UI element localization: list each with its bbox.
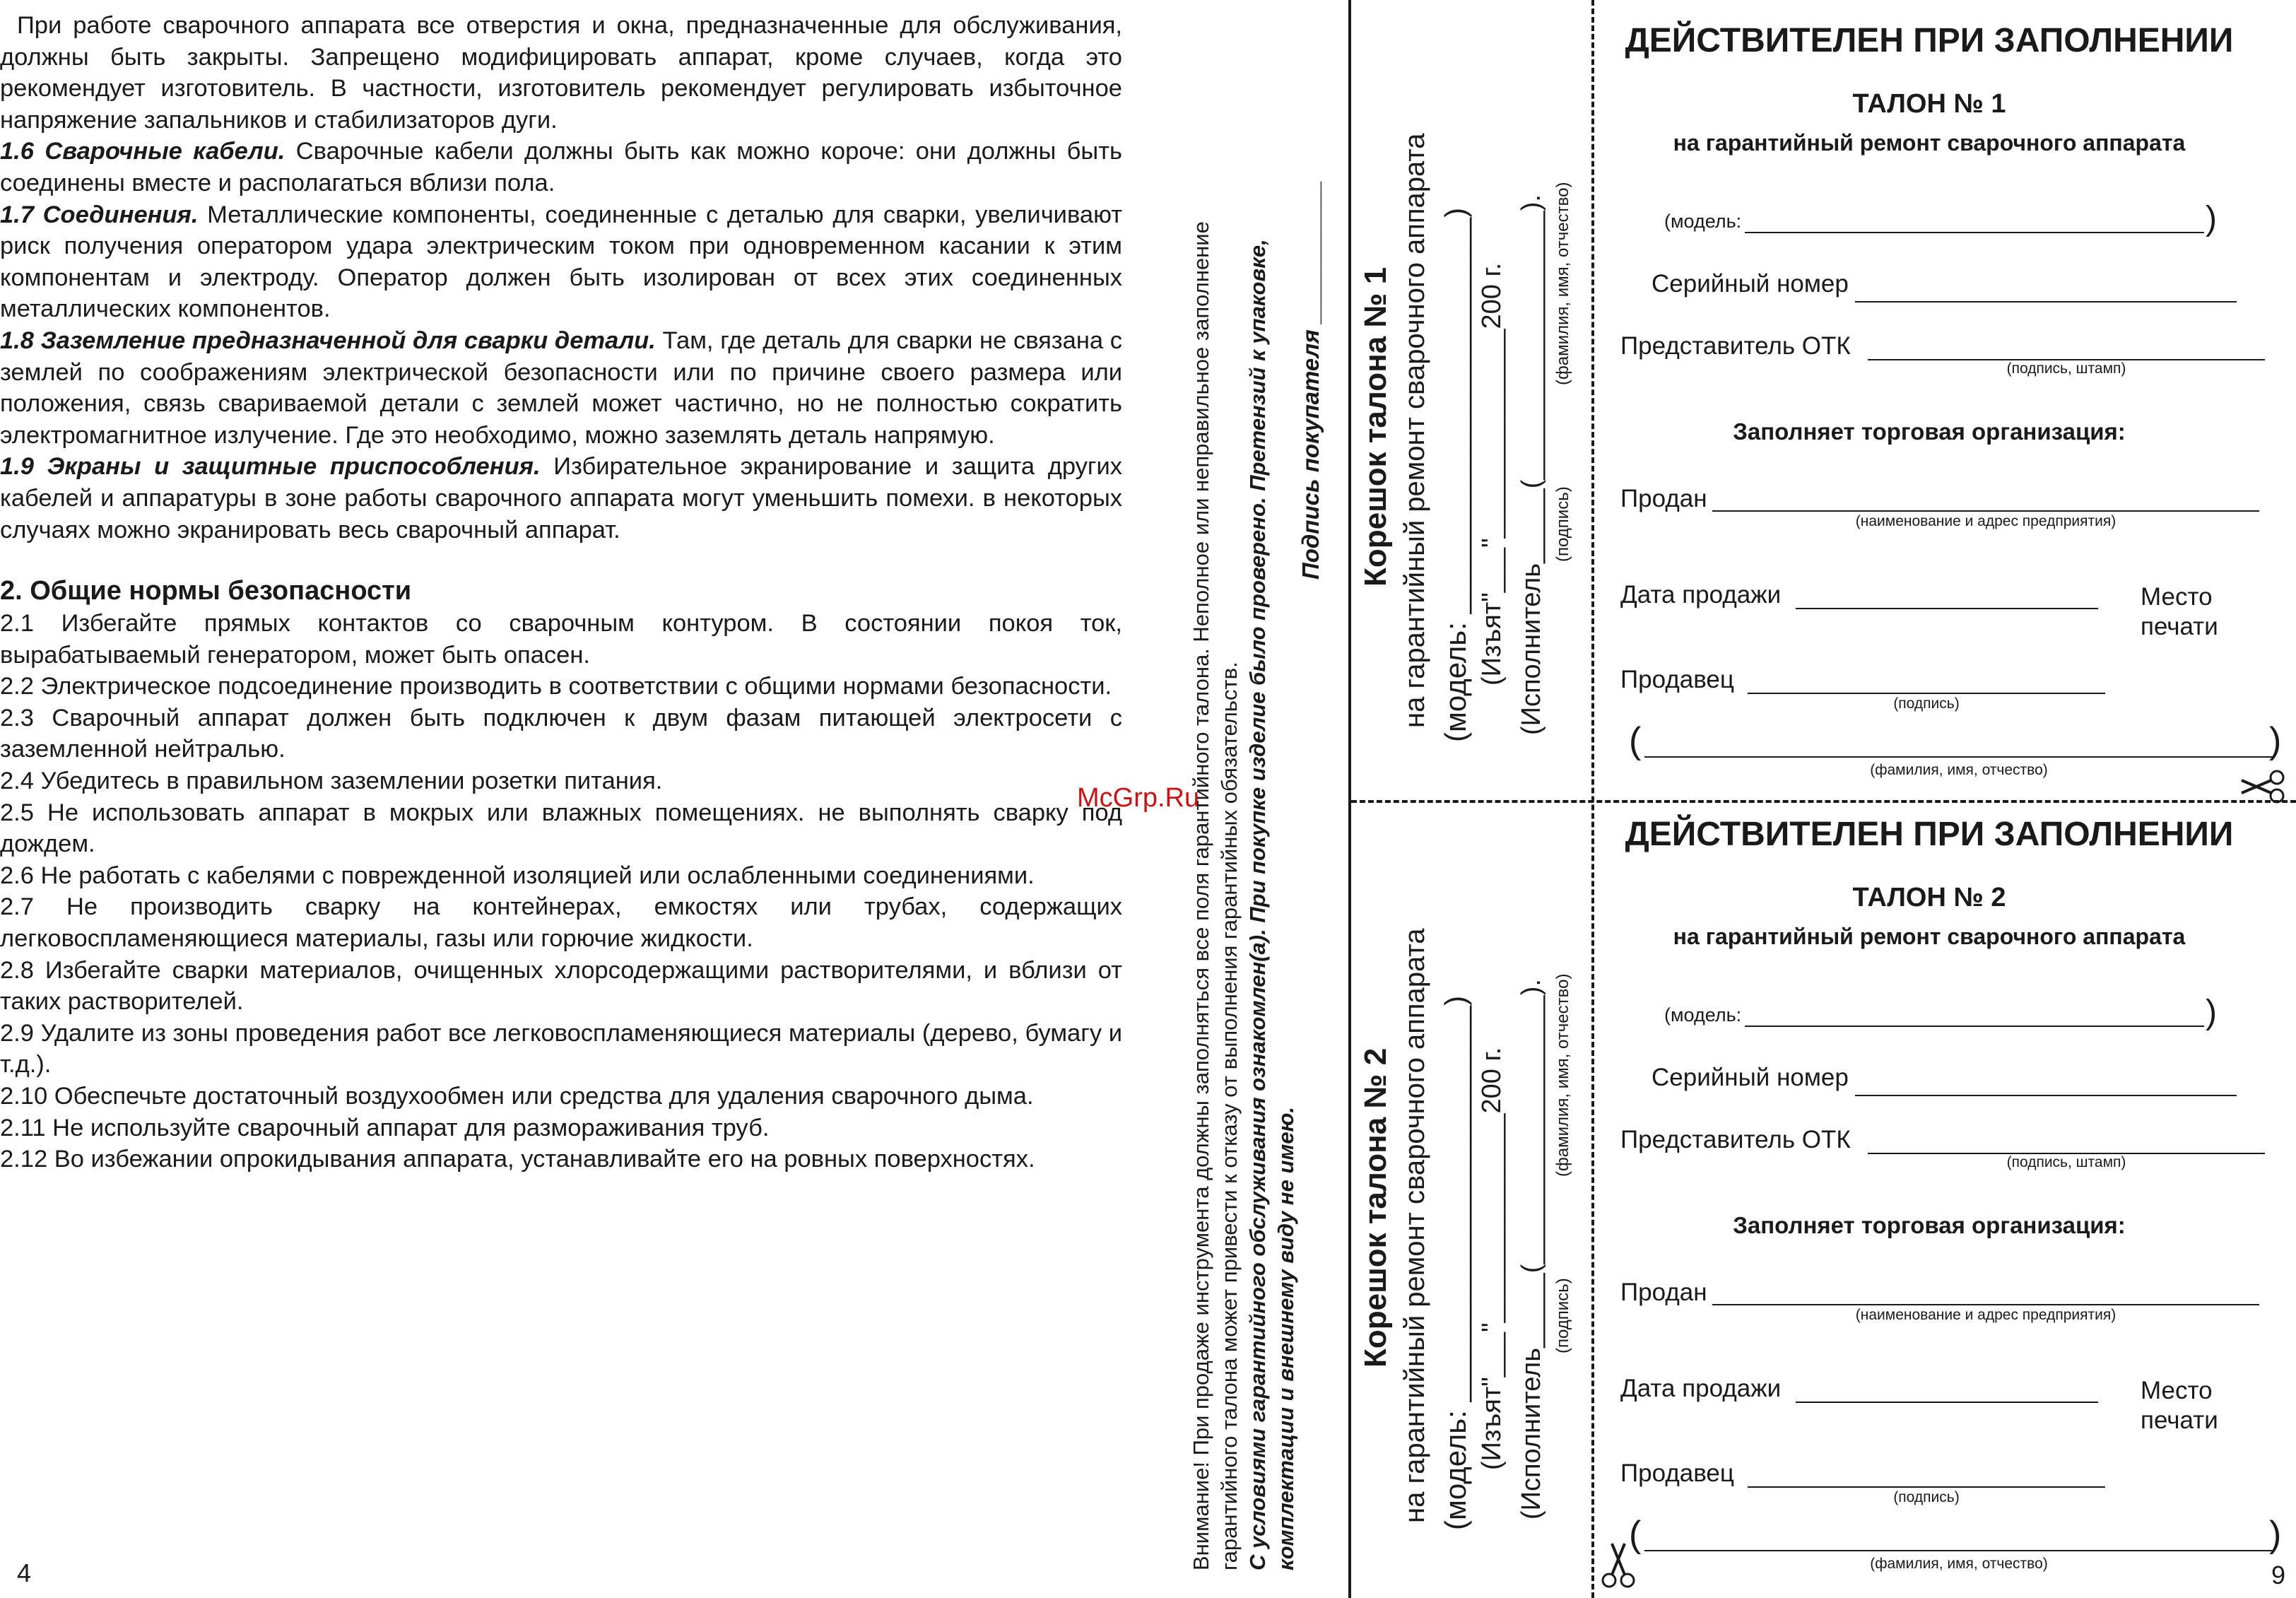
sold-field-line[interactable] — [1712, 1277, 2259, 1305]
stub-2-subtitle: на гарантийный ремонт сварочного аппарата — [1399, 928, 1430, 1523]
otk-hint: (подпись, штамп) — [2006, 360, 2126, 377]
section-1-8 — [0, 325, 1122, 451]
stub-1-sign-hint: (подпись) — [1553, 486, 1572, 562]
sale-date-label: Дата продажи — [1620, 581, 1782, 609]
safety-item: 2.12 Во избежании опрокидывания аппарата, устанавливайте его на ровных поверхностях. — [0, 1146, 1035, 1173]
coupon-1 — [1572, 0, 2286, 777]
section-1-7-text: Металлические компоненты, соединенные с деталью для сварки, увеличивают риск получения оператором удара электрическим током при одновременном касании к этим компонентам и электроду. Оператор должен быть изолирован от всех этих соединенных металлических компонентов. — [0, 201, 1122, 323]
model-paren-close: ) — [2206, 994, 2217, 1031]
otk-label: Представитель ОТК — [1620, 1126, 1851, 1153]
sale-date-field-line[interactable] — [1796, 1375, 2098, 1403]
buyer-signature-label: Подпись покупателя ___________ — [1297, 180, 1324, 580]
coupon-subtitle: на гарантийный ремонт сварочного аппарата — [1673, 924, 2186, 949]
notice-line-4: комплектации и внешнему виду не имею. — [1273, 1107, 1298, 1570]
seller-hint: (подпись) — [1893, 1489, 1960, 1505]
stamp-place-label: Место печати — [2141, 1377, 2218, 1434]
model-label: (модель: — [1664, 1004, 1742, 1026]
stub-1-seized: (Изъят"___"______________200 г. — [1477, 262, 1507, 686]
notice-line-2: гарантийного талона может привести к отказу от выполнения гарантийных обязательств. — [1217, 662, 1242, 1570]
stub-1-executor: (Исполнитель_____(__________________). — [1517, 194, 1546, 735]
otk-field-line[interactable] — [1868, 1126, 2265, 1154]
sold-hint: (наименование и адрес предприятия) — [1855, 1307, 2117, 1323]
coupon-valid-heading: ДЕЙСТВИТЕЛЕН ПРИ ЗАПОЛНЕНИИ — [1625, 22, 2234, 59]
section-1-6-text: Сварочные кабели должны быть как можно короче: они должны быть соединены вместе и располагаться вблизи пола. — [0, 138, 1122, 196]
model-label: (модель: — [1664, 211, 1742, 232]
otk-hint: (подпись, штамп) — [2006, 1154, 2126, 1170]
stub-2-model: (модель: ________________________) — [1439, 995, 1472, 1530]
section-1-6 — [0, 136, 1122, 199]
safety-item: 2.1 Избегайте прямых контактов со сварочным контуром. В состоянии покоя ток, вырабатываемый генератором, может быть опасен. — [0, 610, 1122, 669]
stub-1-title: Корешок талона № 1 — [1358, 266, 1393, 587]
fio-paren-close: ) — [2269, 720, 2282, 761]
section-1-9-title: 1.9 Экраны и защитные приспособления. — [0, 453, 541, 481]
section-1-6-title: 1.6 Сварочные кабели. — [0, 138, 285, 165]
trade-org-title: Заполняет торговая организация: — [1733, 418, 2126, 445]
safety-item: 2.10 Обеспечьте достаточный воздухообмен или средства для удаления сварочного дыма. — [0, 1083, 1034, 1110]
safety-item: 2.11 Не используйте сварочный аппарат для размораживания труб. — [0, 1114, 770, 1141]
sold-field-line[interactable] — [1712, 483, 2259, 512]
stub-2-title: Корешок талона № 2 — [1358, 1047, 1393, 1368]
seller-field-line[interactable] — [1748, 664, 2105, 694]
fio-hint: (фамилия, имя, отчество) — [1870, 762, 2048, 778]
section-2-heading: 2. Общие нормы безопасности — [0, 576, 412, 606]
sale-date-field-line[interactable] — [1796, 581, 2098, 609]
fio-paren-close: ) — [2269, 1514, 2282, 1555]
model-field-line[interactable] — [1745, 205, 2204, 233]
sold-hint: (наименование и адрес предприятия) — [1855, 513, 2117, 529]
stub-1-subtitle: на гарантийный ремонт сварочного аппарата — [1399, 133, 1430, 728]
watermark: McGrp.Ru — [1077, 783, 1200, 813]
safety-item: 2.3 Сварочный аппарат должен быть подключен к двум фазам питающей электросети с заземленной нейтралью. — [0, 704, 1122, 763]
stub-1-model: (модель: ________________________) — [1439, 207, 1472, 742]
serial-label: Серийный номер — [1652, 1064, 1849, 1091]
serial-field-line[interactable] — [1855, 276, 2237, 302]
model-paren-close: ) — [2206, 200, 2217, 237]
coupon-subtitle: на гарантийный ремонт сварочного аппарата — [1673, 130, 2186, 155]
fio-paren-open: ( — [1629, 720, 1642, 761]
section-1-9-text: Избирательное экранирование и защита других кабелей и аппаратуры в зоне работы сварочного аппарата могут уменьшить помехи. в некоторых случаях можно экранировать весь сварочный аппарат. — [0, 453, 1122, 544]
serial-field-line[interactable] — [1855, 1069, 2237, 1096]
stub-2-executor: (Исполнитель_____(__________________). — [1517, 979, 1546, 1520]
section-1-9 — [0, 451, 1122, 546]
sold-label: Продан — [1620, 1279, 1707, 1306]
fio-paren-open: ( — [1629, 1514, 1642, 1555]
safety-item: 2.6 Не работать с кабелями с поврежденной изоляцией или ослабленными соединениями. — [0, 862, 1035, 889]
stub-2-seized: (Изъят"___"______________200 г. — [1477, 1047, 1507, 1470]
page-divider — [1348, 0, 1351, 1598]
seller-label: Продавец — [1620, 666, 1734, 693]
seller-label: Продавец — [1620, 1459, 1734, 1487]
notice-line-1: Внимание! При продаже инструмента должны заполняться все поля гарантийного талона. Неполное или неправильное заполнение — [1189, 221, 1213, 1570]
safety-item: 2.7 Не производить сварку на контейнерах, емкостях или трубах, содержащих легковоспламеняющиеся материалы, газы или горючие жидкости. — [0, 893, 1122, 953]
page-number-left: 4 — [17, 1558, 32, 1587]
page-number-right: 9 — [2271, 1561, 2286, 1590]
fio-field-line[interactable] — [1644, 1524, 2273, 1551]
section-1-8-text: Там, где деталь для сварки не связана с землей по соображениям электрической безопасности или по причине своего размера или положения, связь свариваемой детали с землей может частично, но не полностью сократить электромагнитное излучение. Где это необходимо, можно заземлять деталь напрямую. — [0, 327, 1122, 449]
safety-item: 2.5 Не использовать аппарат в мокрых или влажных помещениях. не выполнять сварку под дождем. — [0, 799, 1122, 858]
stub-2-sign-hint: (подпись) — [1553, 1278, 1572, 1353]
fio-field-line[interactable] — [1644, 731, 2273, 758]
safety-item: 2.4 Убедитесь в правильном заземлении розетки питания. — [0, 768, 663, 795]
seller-field-line[interactable] — [1748, 1458, 2105, 1488]
seller-hint: (подпись) — [1893, 695, 1960, 712]
stub-1-fio-hint: (фамилия, имя, отчество) — [1553, 182, 1572, 385]
intro-paragraph: При работе сварочного аппарата все отверстия и окна, предназначенные для обслуживания, должны быть закрыты. Запрещено модифицировать аппарат, кроме случаев, когда это рекомендует изготовитель. В частности, изготовитель рекомендует регулировать избыточное напряжение запальников и стабилизаторов дуги. — [0, 12, 1122, 134]
safety-item: 2.2 Электрическое подсоединение производить в соответствии с общими нормами безопасности. — [0, 673, 1112, 700]
coupon-2 — [1572, 794, 2286, 1571]
notice-line-3: С условиями гарантийного обслуживания ознакомлен(а). При покупке изделие было проверено. Претензий к упаковке, — [1245, 239, 1270, 1570]
left-page-text — [0, 10, 1122, 1175]
otk-label: Представитель ОТК — [1620, 332, 1851, 360]
safety-item: 2.9 Удалите из зоны проведения работ все легковоспламеняющиеся материалы (дерево, бумагу и т.д.). — [0, 1019, 1122, 1079]
stub-2-fio-hint: (фамилия, имя, отчество) — [1553, 973, 1572, 1177]
fio-hint: (фамилия, имя, отчество) — [1870, 1556, 2048, 1572]
section-1-7-title: 1.7 Соединения. — [0, 201, 199, 228]
section-1-7 — [0, 199, 1122, 325]
safety-item: 2.8 Избегайте сварки материалов, очищенных хлорсодержащими растворителями, и вблизи от таких растворителей. — [0, 956, 1122, 1016]
coupon-valid-heading: ДЕЙСТВИТЕЛЕН ПРИ ЗАПОЛНЕНИИ — [1625, 816, 2234, 853]
trade-org-title: Заполняет торговая организация: — [1733, 1212, 2126, 1238]
otk-field-line[interactable] — [1868, 332, 2265, 360]
section-1-8-title: 1.8 Заземление предназначенной для сварки детали. — [0, 327, 656, 354]
sale-date-label: Дата продажи — [1620, 1375, 1782, 1402]
model-field-line[interactable] — [1745, 999, 2204, 1027]
sold-label: Продан — [1620, 485, 1707, 512]
stamp-place-label: Место печати — [2141, 583, 2218, 640]
coupon-title: ТАЛОН № 2 — [1852, 883, 2006, 912]
coupon-title: ТАЛОН № 1 — [1852, 89, 2006, 119]
serial-label: Серийный номер — [1652, 270, 1849, 298]
